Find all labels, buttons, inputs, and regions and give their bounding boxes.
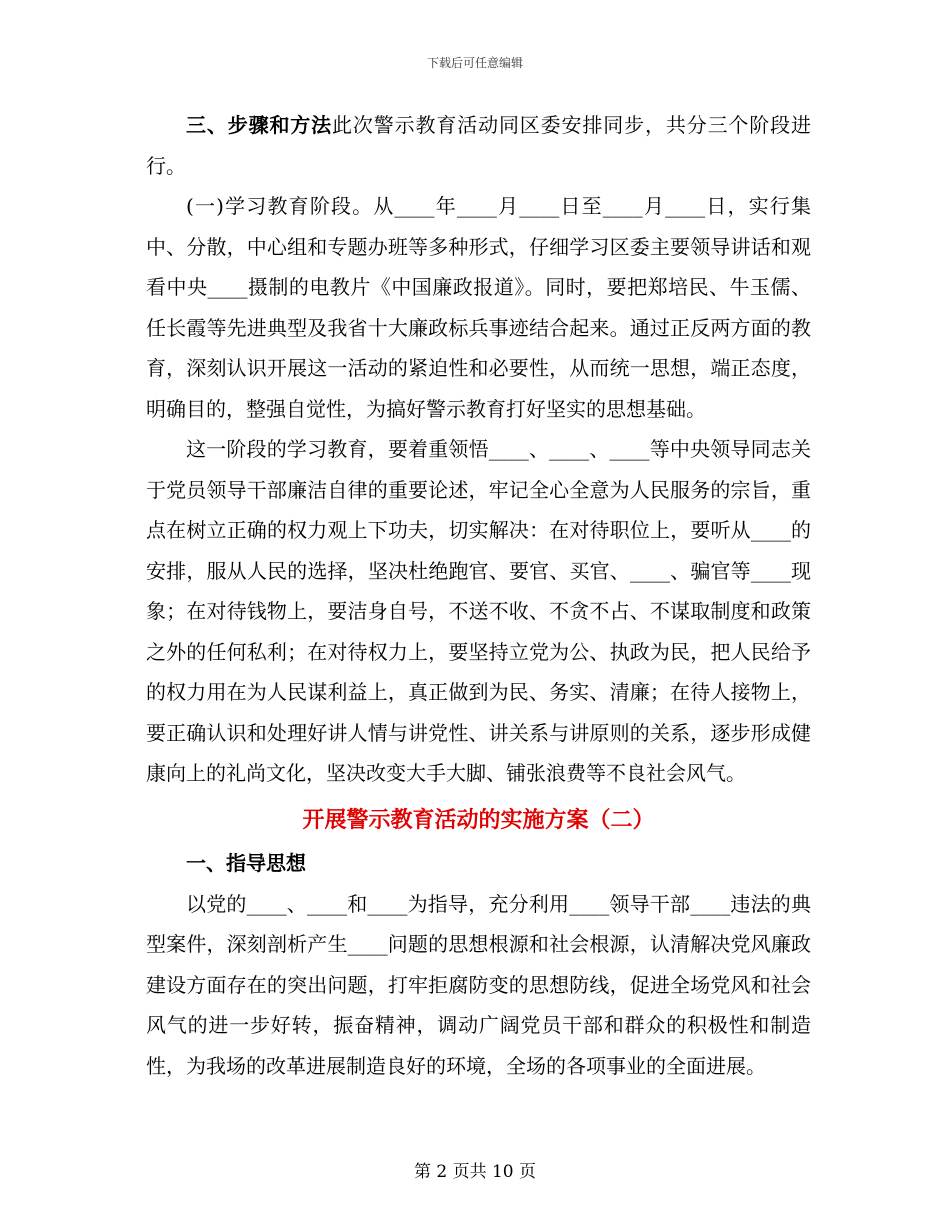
page-header-note: 下载后可任意编辑 [426, 56, 523, 70]
document-body [146, 105, 811, 1086]
section-3-text: 此次警示教育活动同区委安排同步，共分三个阶段进行。 [146, 113, 812, 178]
section-3-heading: 三、步骤和方法 [186, 113, 333, 137]
study-stage-paragraph: (一)学习教育阶段。从____年____月____日至____月____日，实行集中、分散，中心组和专题办班等多种形式，仔细学习区委主要领导讲话和观看中央____摄制的电教片《中国廉政报道》。同时，要把郑培民、牛玉儒、任长霞等先进典型及我省十大廉政标兵事迹结合起来。通过正反两方面的教育，深刻认识开展这一活动的紧迫性和必要性，从而统一思想，端正态度，明确目的，整强自觉性，为搞好警示教育打好坚实的思想基础。 [146, 194, 811, 421]
guiding-ideology-heading: 一、指导思想 [186, 850, 306, 875]
guiding-ideology-paragraph: 以党的____、____和____为指导，充分利用____领导干部____违法的典型案件，深刻剖析产生____问题的思想根源和社会根源，认清解决党风廉政建设方面存在的突出问题，打牢拒腐防变的思想防线，促进全场党风和社会风气的进一步好转，振奋精神，调动广阔党员干部和群众的积极性和制造性，为我场的改革进展制造良好的环境，全场的各项事业的全面进展。 [146, 891, 811, 1078]
study-requirements-paragraph: 这一阶段的学习教育，要着重领悟____、____、____等中央领导同志关于党员领导干部廉洁自律的重要论述，牢记全心全意为人民服务的宗旨，重点在树立正确的权力观上下功夫，切实解决：在对待职位上，要听从____的安排，服从人民的选择，坚决杜绝跑官、要官、买官、____、骗官等____现象；在对待钱物上，要洁身自号，不送不收、不贪不占、不谋取制度和政策之外的任何私利；在对待权力上，要坚持立党为公、执政为民，把人民给予的权力用在为人民谋利益上，真正做到为民、务实、清廉；在待人接物上，要正确认识和处理好讲人情与讲党性、讲关系与讲原则的关系，逐步形成健康向上的礼尚文化，坚决改变大手大脚、铺张浪费等不良社会风气。 [146, 437, 811, 785]
section-3-paragraph [146, 105, 811, 186]
page-number-footer: 第 2 页共 10 页 [413, 1162, 537, 1182]
section-title-plan-2: 开展警示教育活动的实施方案（二） [302, 806, 655, 833]
